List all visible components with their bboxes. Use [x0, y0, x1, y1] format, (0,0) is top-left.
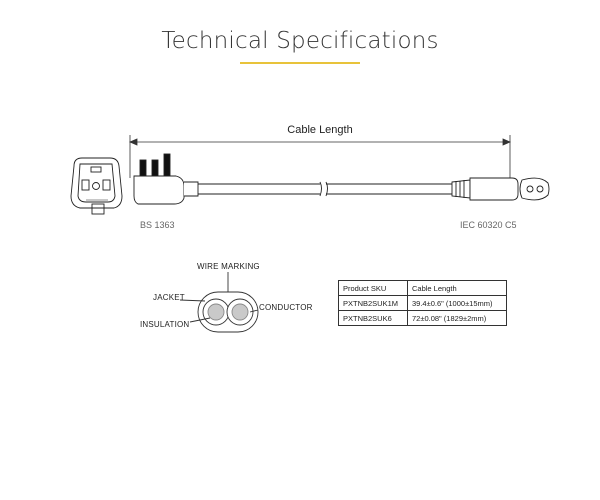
cable-length-label: Cable Length — [287, 124, 353, 136]
page-title: Technical Specifications — [161, 28, 439, 54]
right-plug-label: IEC 60320 C5 — [460, 220, 517, 230]
header-sku: Product SKU — [339, 281, 408, 296]
cable-cross-section-icon — [180, 272, 258, 332]
left-plug-label: BS 1363 — [140, 220, 175, 230]
jacket-label: JACKET — [153, 293, 185, 302]
conductor-label: CONDUCTOR — [259, 303, 313, 312]
table-row — [339, 296, 507, 311]
row-length: 39.4±0.6" (1000±15mm) — [408, 296, 507, 311]
row-sku: PXTNB2SUK6 — [339, 311, 408, 326]
spec-table — [338, 280, 507, 326]
header-cable-length: Cable Length — [408, 281, 507, 296]
c5-connector-icon — [452, 178, 549, 200]
row-length: 72±0.08" (1829±2mm) — [408, 311, 507, 326]
bs1363-plug-side-icon — [134, 154, 452, 204]
row-sku: PXTNB2SUK1M — [339, 296, 408, 311]
insulation-label: INSULATION — [140, 320, 190, 329]
table-row — [339, 311, 507, 326]
table-header-row — [339, 281, 507, 296]
bs1363-plug-face-icon — [71, 158, 122, 214]
wire-marking-label: WIRE MARKING — [197, 262, 260, 271]
